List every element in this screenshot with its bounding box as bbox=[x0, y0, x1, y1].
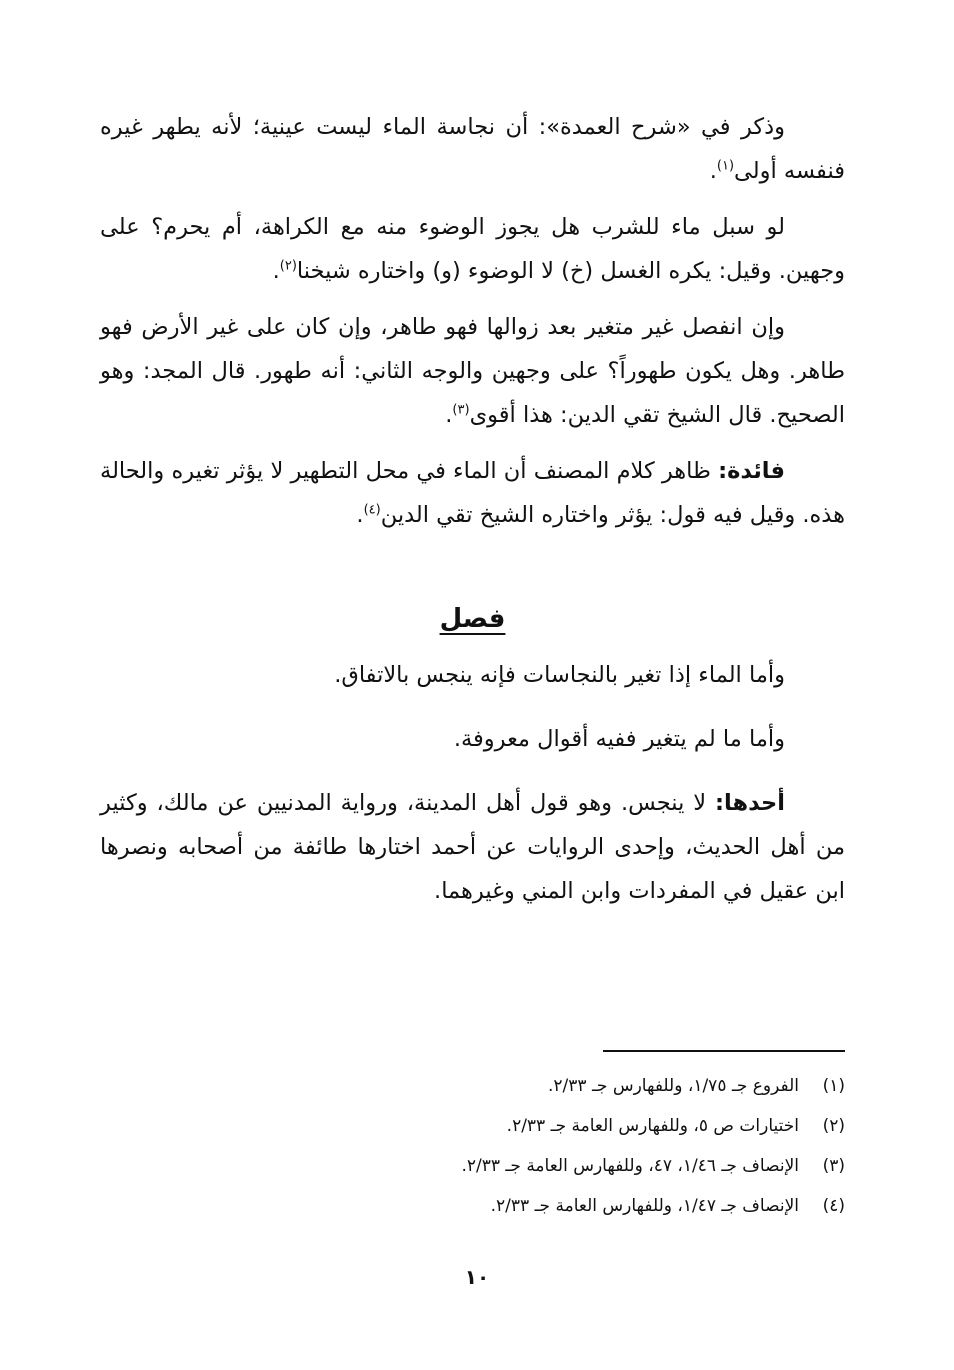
footnote-text: الإنصاف جـ ١/٤٧، وللفهارس العامة جـ ٢/٣٣. bbox=[490, 1196, 799, 1216]
paragraph-end: . bbox=[356, 502, 364, 528]
paragraph-text: وذكر في «شرح العمدة»: أن نجاسة الماء ليست عينية؛ لأنه يطهر غيره فنفسه أولى bbox=[100, 114, 845, 184]
paragraph-1 bbox=[100, 105, 845, 193]
paragraph-lead: أحدها: bbox=[715, 790, 785, 816]
footnote-number: (١) bbox=[822, 1076, 845, 1096]
footnote-ref-2: (٢) bbox=[279, 258, 297, 274]
paragraph-text: لا ينجس. وهو قول أهل المدينة، ورواية المدنيين عن مالك، وكثير من أهل الحديث، وإحدى الروايات عن أحمد اختارها طائفة من أصحابه ونصرها ابن عقيل في المفردات وابن المني وغيرهما. bbox=[100, 790, 845, 904]
footnote-divider bbox=[603, 1050, 845, 1052]
paragraph-text: وإن انفصل غير متغير بعد زوالها فهو طاهر، وإن كان على غير الأرض فهو طاهر. وهل يكون طهوراً؟ على وجهين والوجه الثاني: أنه طهور. قال المجد: وهو الصحيح. قال الشيخ تقي الدين: هذا أقوى bbox=[100, 314, 845, 428]
footnote-number: (٢) bbox=[822, 1116, 845, 1136]
footnote-text: اختيارات ص ٥، وللفهارس العامة جـ ٢/٣٣. bbox=[506, 1116, 799, 1136]
section-paragraph bbox=[100, 781, 845, 913]
footnote-ref-1: (١) bbox=[716, 158, 735, 174]
footnote-text: الفروع جـ ١/٧٥، وللفهارس جـ ٢/٣٣. bbox=[548, 1076, 799, 1096]
footnote-text: الإنصاف جـ ١/٤٦، ٤٧، وللفهارس العامة جـ ٢/٣٣. bbox=[461, 1156, 799, 1176]
paragraph-4 bbox=[100, 449, 845, 537]
main-text bbox=[100, 105, 845, 925]
footnote-item bbox=[100, 1186, 845, 1226]
footnote-number: (٣) bbox=[822, 1156, 845, 1176]
footnote-item bbox=[100, 1066, 845, 1106]
footnotes bbox=[100, 1066, 845, 1226]
paragraph-end: . bbox=[272, 258, 280, 284]
paragraph-2 bbox=[100, 205, 845, 293]
section-heading: فصل bbox=[439, 604, 506, 634]
section-line-2: وأما ما لم يتغير ففيه أقوال معروفة. bbox=[453, 726, 785, 752]
paragraph-3 bbox=[100, 305, 845, 437]
paragraph-end: . bbox=[445, 402, 453, 428]
footnote-ref-3: (٣) bbox=[452, 402, 470, 418]
footnote-item bbox=[100, 1146, 845, 1186]
section-line-1: وأما الماء إذا تغير بالنجاسات فإنه ينجس بالاتفاق. bbox=[334, 662, 785, 688]
footnote-ref-4: (٤) bbox=[363, 502, 381, 518]
paragraph-lead: فائدة: bbox=[718, 458, 785, 484]
paragraph-text: ظاهر كلام المصنف أن الماء في محل التطهير لا يؤثر تغيره والحالة هذه. وقيل فيه قول: يؤثر واختاره الشيخ تقي الدين bbox=[100, 458, 845, 528]
paragraph-end: . bbox=[709, 158, 717, 184]
page-number: ١٠ bbox=[464, 1265, 490, 1289]
paragraph-text: لو سبل ماء للشرب هل يجوز الوضوء منه مع الكراهة، أم يحرم؟ على وجهين. وقيل: يكره الغسل (خ) لا الوضوء (و) واختاره شيخنا bbox=[100, 214, 845, 284]
footnote-item bbox=[100, 1106, 845, 1146]
footnote-number: (٤) bbox=[822, 1196, 845, 1216]
